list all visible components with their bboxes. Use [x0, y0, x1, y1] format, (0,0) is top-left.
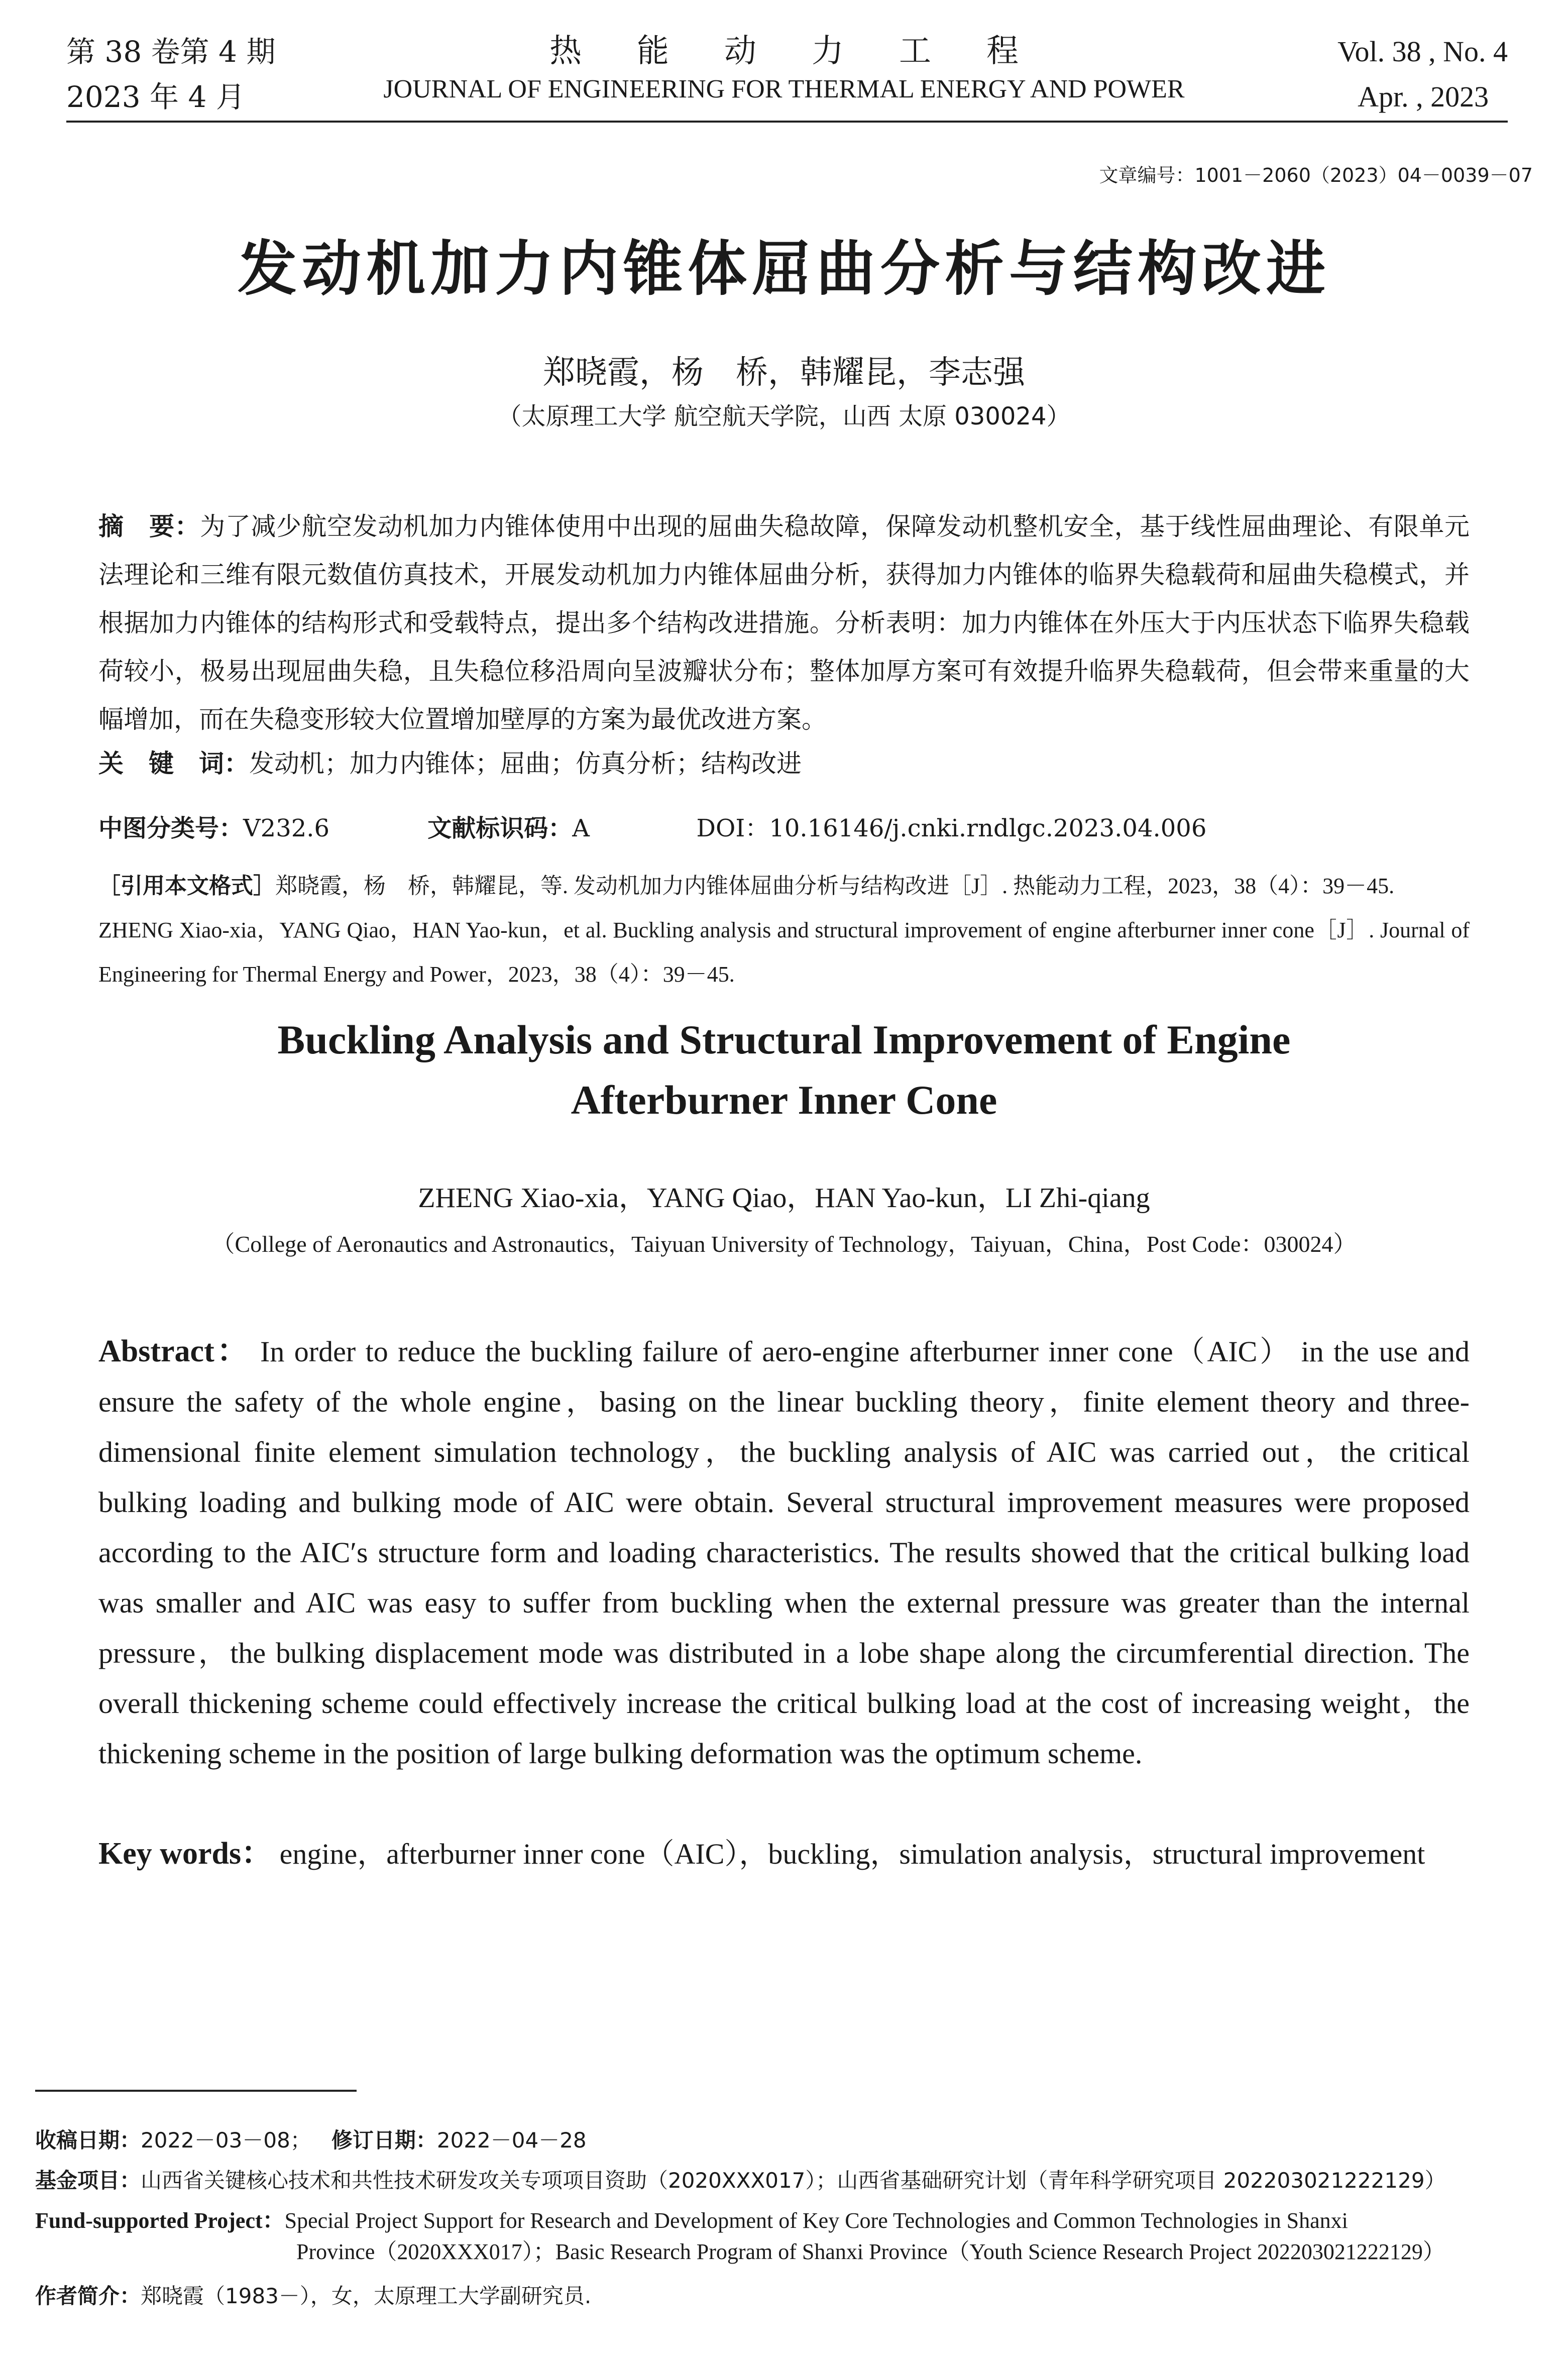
keywords-en-label: Key words：	[98, 1837, 273, 1871]
header-right	[1337, 29, 1508, 120]
footnote-fund-en	[35, 2205, 1537, 2268]
footnote-fund-cn	[35, 2165, 1537, 2196]
revised-label: 修订日期：	[331, 2128, 437, 2153]
author-bio-text: 郑晓霞（1983－），女，太原理工大学副研究员.	[141, 2284, 592, 2308]
date-en: Apr. , 2023	[1358, 80, 1489, 113]
citation-cn: 郑晓霞，杨 桥，韩耀昆，等. 发动机加力内锥体屈曲分析与结构改进［J］. 热能动力工程，2023，38（4）：39－45.	[275, 874, 1395, 898]
abstract-en	[98, 1326, 1470, 1779]
fund-en-label: Fund-supported Project：	[35, 2208, 285, 2233]
doc-code-value: A	[572, 814, 590, 842]
doi-value[interactable]: 10.16146/j.cnki.rndlgc.2023.04.006	[769, 814, 1207, 842]
citation-en: ZHENG Xiao-xia，YANG Qiao，HAN Yao-kun，et al. Buckling analysis and structural improvement of engine afterburner inner cone［J］. Journal of Engineering for Thermal Energy and Power，2023，38（4）：39－45.	[98, 918, 1470, 987]
classification-row	[98, 809, 1470, 843]
abstract-en-label: Abstract：	[98, 1334, 251, 1368]
footnote-author	[35, 2281, 1537, 2312]
abstract-cn	[98, 502, 1470, 743]
abstract-en-text: In order to reduce the buckling failure of aero-engine afterburner inner cone（AIC） in the use and ensure the safety of the whole engine，basing on the linear buckling theory，finite element theory and three-dimensional finite element simulation technology，the buckling analysis of AIC was carried out，the critical bulking loading and bulking mode of AIC were obtain. Several structural improvement measures were proposed according to the AIC′s structure form and loading characteristics. The results showed that the critical bulking load was smaller and AIC was easy to suffer from buckling when the external pressure was greater than the internal pressure，the bulking displacement mode was distributed in a lobe shape along the circumferential direction. The overall thickening scheme could effectively increase the critical bulking load at the cost of increasing weight，the thickening scheme in the position of large bulking deformation was the optimum scheme.	[98, 1335, 1470, 1770]
journal-name-en: JOURNAL OF ENGINEERING FOR THERMAL ENERGY AND POWER	[383, 75, 1185, 103]
author-bio-label: 作者简介：	[35, 2284, 141, 2308]
title-cn: 发动机加力内锥体屈曲分析与结构改进	[237, 234, 1330, 303]
title-en-line2: Afterburner Inner Cone	[571, 1077, 997, 1123]
journal-header	[352, 29, 1216, 105]
keywords-en	[98, 1829, 1470, 1879]
keywords-en-text: engine，afterburner inner cone（AIC），buckling，simulation analysis，structural improvement	[279, 1838, 1425, 1870]
header-left	[66, 29, 275, 120]
footnote-rule	[35, 2090, 357, 2092]
article-number: 文章编号：1001－2060（2023）04－0039－07	[1099, 164, 1533, 186]
citation-block	[98, 864, 1470, 997]
citation-label: ［引用本文格式］	[98, 873, 275, 899]
affiliation-en: （College of Aeronautics and Astronautics，Taiyuan University of Technology，Taiyuan，China，Post Code：030024）	[211, 1231, 1357, 1257]
keywords-cn-text: 发动机；加力内锥体；屈曲；仿真分析；结构改进	[249, 749, 802, 778]
fund-cn-label: 基金项目：	[35, 2168, 141, 2193]
title-en	[0, 1010, 1568, 1130]
date-cn: 2023 年 4 月	[66, 80, 245, 114]
clc-label: 中图分类号：	[98, 814, 244, 842]
abstract-cn-text: 为了减少航空发动机加力内锥体使用中出现的屈曲失稳故障，保障发动机整机安全，基于线性屈曲理论、有限单元法理论和三维有限元数值仿真技术，开展发动机加力内锥体屈曲分析，获得加力内锥体的临界失稳载荷和屈曲失稳模式，并根据加力内锥体的结构形式和受载特点，提出多个结构改进措施。分析表明：加力内锥体在外压大于内压状态下临界失稳载荷较小，极易出现屈曲失稳，且失稳位移沿周向呈波瓣状分布；整体加厚方案可有效提升临界失稳载荷，但会带来重量的大幅增加，而在失稳变形较大位置增加壁厚的方案为最优改进方案。	[98, 512, 1470, 734]
fund-cn-text: 山西省关键核心技术和共性技术研发攻关专项项目资助（2020XXX017）；山西省基础研究计划（青年科学研究项目 202203021222129）	[141, 2168, 1446, 2193]
title-en-line1: Buckling Analysis and Structural Improvement of Engine	[277, 1017, 1291, 1062]
received-label: 收稿日期：	[35, 2128, 141, 2153]
doc-code-label: 文献标识码：	[427, 814, 573, 842]
doi-label: DOI：	[696, 814, 769, 842]
authors-en: ZHENG Xiao-xia，YANG Qiao，HAN Yao-kun，LI Zhi-qiang	[418, 1183, 1150, 1214]
fund-en-line1: Special Project Support for Research and Development of Key Core Technologies and Common Technologies in Shanxi	[284, 2208, 1348, 2233]
authors-cn: 郑晓霞，杨 桥，韩耀昆，李志强	[543, 354, 1025, 391]
fund-en-line2: Province（2020XXX017）；Basic Research Program of Shanxi Province（Youth Science Research Project 202203021222129）	[296, 2239, 1445, 2264]
revised-date: 2022－04－28	[436, 2128, 587, 2153]
received-date: 2022－03－08；	[141, 2128, 311, 2153]
clc-value: V232.6	[243, 814, 330, 842]
footnote-dates	[35, 2125, 1537, 2156]
keywords-cn	[98, 743, 802, 780]
volume-en: Vol. 38 , No. 4	[1337, 35, 1508, 68]
volume-cn: 第 38 卷第 4 期	[66, 35, 276, 69]
keywords-cn-label: 关 键 词：	[98, 749, 249, 778]
abstract-cn-label: 摘 要：	[98, 512, 200, 541]
header-rule	[66, 121, 1508, 123]
affiliation-cn: （太原理工大学 航空航天学院，山西 太原 030024）	[497, 402, 1071, 431]
journal-name-cn: 热能动力工程	[549, 33, 1074, 70]
